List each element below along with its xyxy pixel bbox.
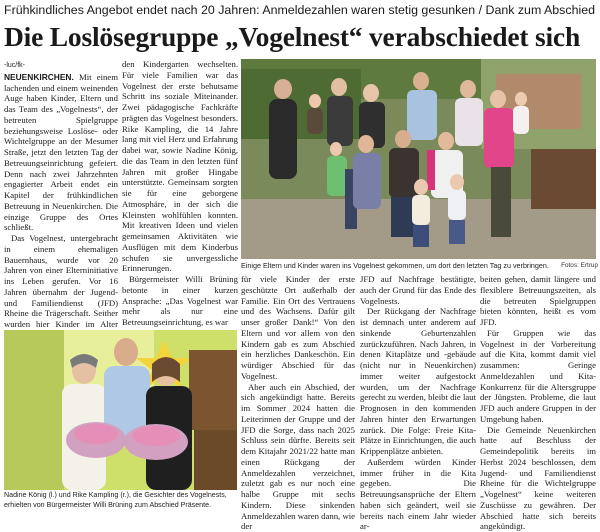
dateline: NEUENKIRCHEN. <box>4 72 74 82</box>
headline: Die Loslösegruppe „Vogelnest“ verabschiedet sich <box>4 20 598 54</box>
article-paragraph: Die Gemeinde Neuenkirchen hatte auf Beschluss der Gemeindepolitik bereits im Herbst 2024 beschlossen, dem Jugend- und Familiendienst Rheine für die Wichtelgruppe „Vogelnest“ keine weiteren Zuschüsse zu gewähren. Der Abschied hatte sich bereits angekündigt. <box>480 425 596 532</box>
article-column-1 <box>4 59 118 301</box>
article-paragraph: für viele Kinder der erste geschützte Ort außerhalb der Familie. Ein Ort des Vertrauens und des Wachsens. Dafür gilt unser großer Dank!“ Von den Eltern und vor allem von den Kindern gab es zum Abschied ein herzliches Dankeschön. Ein würdiger Abschied für das Vogelnest. <box>241 274 355 382</box>
article-column-5 <box>480 274 596 510</box>
farewell-photo <box>4 330 237 490</box>
article-paragraph: Außerdem würden Kinder immer früher in die Kita gegeben. Die Betreuungsansprüche der Eltern haben sich geändert, weil sie bereits nach einem Jahr wieder ar- <box>360 457 476 532</box>
farewell-photo-caption: Nadine König (l.) und Rike Kampling (r.), die Gesichter des Vogelnests, erhielten von Bürgermeister Willi Brüning zum Abschied Präsente. <box>4 491 237 511</box>
article-paragraph: Der Rückgang der Nachfrage ist demnach unter anderem auf sinkende Geburtenzahlen zurückzuführen. Nach Jahren, in denen Kitaplätze und -gebäude (nicht nur in Neuenkirchen) immer weiter aufgestockt wurden, um der Nachfrage gerecht zu werden, bleibt die laut Prognosen in den kommenden Jahren hinter den Erwartungen zurück. Die Folge: Freie Kita-Plätze in Einrichtungen, die auch Krippenplätze anbieten. <box>360 306 476 457</box>
group-photo <box>241 59 596 259</box>
photo-credit: Fotos: Ertrup <box>560 262 598 269</box>
author: -luc/fk- <box>4 62 25 69</box>
article-text: Mit einem lachenden und einem weinenden Auge haben Kinder, Eltern und das Team des „Vogelnests“, der betreuten Spielgruppe beziehungsweise Loslöse- oder Wichtelgruppe an der Mesumer Straße, jetzt den letzten Tag der Betreuungseinrichtung gefeiert. Denn nach zwei Jahrzehnten engagierter Arbeit endet ein Kapitel der frühkindlichen Betreuung in Neuenkirchen. Die einzige Gruppe des Ortes schließt. <box>4 72 118 233</box>
article-column-2 <box>122 59 238 301</box>
article-column-4 <box>360 274 476 510</box>
article-paragraph: Für Gruppen wie das Vogelnest in der Vorbereitung auf die Kita, kommt damit viel zusammen: Geringe Anmeldezahlen und Kita-Konkurrenz für die Altersgruppe der Jüngsten. Probleme, die laut JFD auch andere Gruppen in der Umgebung haben. <box>480 328 596 425</box>
article-paragraph: Aber auch ein Abschied, der sich angekündigt hatte. Bereits im Sommer 2024 hatten die Leiterinnen der Gruppe und der JFD die Sorge, dass nach 2025 Schluss sein dürfte. Bereits seit dem Kitajahr 2021/22 hatte man einen Rückgang der Anmeldezahlen verzeichnet, zuletzt gab es nur noch eine halbe Gruppe mit sechs Kindern. Diese sinkenden Anmeldezahlen waren dann, wie der <box>241 382 355 532</box>
kicker: Frühkindliches Angebot endet nach 20 Jahren: Anmeldezahlen waren stetig gesunken / Dank zum Abschied <box>4 2 596 18</box>
article-paragraph: beiten gehen, damit längere und flexiblere Betreuungszeiten, als die betreuten Spielgruppen bieten könnten, heißt es vom JFD. <box>480 274 596 328</box>
article-paragraph: Das Vogelnest, untergebracht in einem ehemaligen Bauernhaus, wurde vor 20 Jahren von einer Elterninitiative ins Leben gerufen. Vor 16 Jahren übernahm der Jugend- und Familiendienst (JFD) Rheine die Trägerschaft. Seither wurden hier Kinder im Alter <box>4 233 118 351</box>
article-paragraph: Bürgermeister Willi Brüning betonte in einer kurzen Ansprache: „Das Vogelnest war mehr als nur eine Betreuungseinrichtung, es war <box>122 274 238 328</box>
article-paragraph: JFD auf Nachfrage bestätigte, auch der Grund für das Ende des Vogelnests. <box>360 274 476 306</box>
article-paragraph: den Kindergarten wechselten. Für viele Familien war das Vogelnest der erste behutsame Schritt ins soziale Miteinander. Zwei pädagogische Fachkräfte prägten das Vogelnest besonders. Rike Kampling, die 14 Jahre lang mit viel Herz und Erfahrung dabei war, sowie Nadine König, die das Team in den letzten fünf Jahren mit großer Hingabe unterstützte. Gemeinsam sorgten sie für eine geborgene Atmosphäre, in der sich die Kleinsten wohlfühlen konnten. Mit kreativen Ideen und vielen gemeinsamen Aktivitäten wie Ausflügen mit dem Kinderbus schufen sie unvergessliche Erinnerungen. <box>122 59 238 274</box>
group-photo-caption: Einige Eltern und Kinder waren ins Vogelnest gekommen, um dort den letzten Tag zu verbringen. <box>241 261 541 271</box>
article-column-3 <box>241 274 355 510</box>
